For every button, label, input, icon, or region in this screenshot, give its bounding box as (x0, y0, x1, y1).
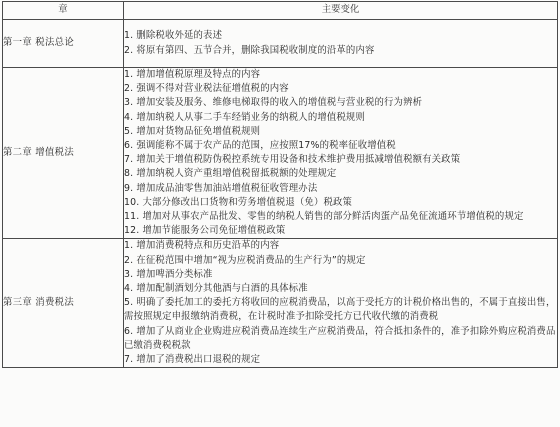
change-item: 4. 增加配制酒划分其他酒与白酒的具体标准 (124, 283, 308, 295)
chapter-cell: 第三章 消费税法 (3, 239, 124, 368)
change-item: 5. 增加对货物品征免增值税规则 (124, 125, 261, 137)
change-item: 7. 增加关于增值税防伪税控系统专用设备和技术维护费用抵减增值税额有关政策 (124, 154, 461, 166)
change-item: 10. 大部分修改出口货物和劳务增值税退（免）税政策 (124, 196, 353, 208)
change-item: 6. 强调能称不属于农产品的范围，应按照17%的税率征收增值税 (124, 140, 396, 152)
change-item: 1. 增加消费税特点和历史沿革的内容 (124, 240, 280, 252)
change-item: 6. 增加了从商业企业购进应税消费品连续生产应税消费品，符合抵扣条件的，准予扣除外购应税消费品已缴消费税税款 (124, 325, 556, 351)
changes-cell (124, 20, 558, 68)
table-row (3, 20, 558, 68)
change-item: 8. 增加纳税人资产重组增值税留抵税额的处理规定 (124, 168, 337, 180)
tax-law-changes-table (2, 1, 558, 368)
change-item: 1. 增加增值税原理及特点的内容 (124, 69, 261, 80)
change-item: 2. 将原有第四、五节合并，删除我国税收制度的沿革的内容 (124, 44, 375, 56)
chapter-cell: 第二章 增值税法 (3, 68, 124, 239)
change-item: 5. 明确了委托加工的委托方将收回的应税消费品，以高于受托方的计税价格出售的，不属于直接出售，需按照规定申报缴纳消费税，在计税时准予扣除受托方已代收代缴的消费税 (124, 297, 556, 323)
change-item: 12. 增加节能服务公司免征增值税政策 (124, 225, 286, 237)
changes-cell (124, 239, 558, 368)
table-row (3, 239, 558, 368)
header-main-changes: 主要变化 (124, 2, 558, 20)
change-item: 4. 增加纳税人从事二手车经销业务的纳税人的增值税规则 (124, 111, 365, 123)
changes-cell (124, 68, 558, 239)
change-item: 2. 强调不得对营业税法征增值税的内容 (124, 83, 289, 95)
change-item: 7. 增加了消费税出口退税的规定 (124, 354, 261, 366)
table-header-row (3, 2, 558, 20)
change-item: 11. 增加对从事农产品批发、零售的纳税人销售的部分鲜活肉蛋产品免征流通环节增值税的规定 (124, 211, 524, 223)
table-row (3, 68, 558, 239)
change-item: 3. 增加安装及服务、维修电梯取得的收入的增值税与营业税的行为辨析 (124, 97, 423, 109)
chapter-cell: 第一章 税法总论 (3, 20, 124, 68)
change-item: 2. 在征税范围中增加“视为应税消费品的生产行为”的规定 (124, 254, 366, 266)
change-item: 1. 删除税收外延的表述 (124, 30, 223, 42)
change-item: 9. 增加成品油零售加油站增值税征收管理办法 (124, 182, 318, 194)
change-item: 3. 增加啤酒分类标准 (124, 268, 213, 280)
header-chapter: 章 (3, 2, 124, 20)
